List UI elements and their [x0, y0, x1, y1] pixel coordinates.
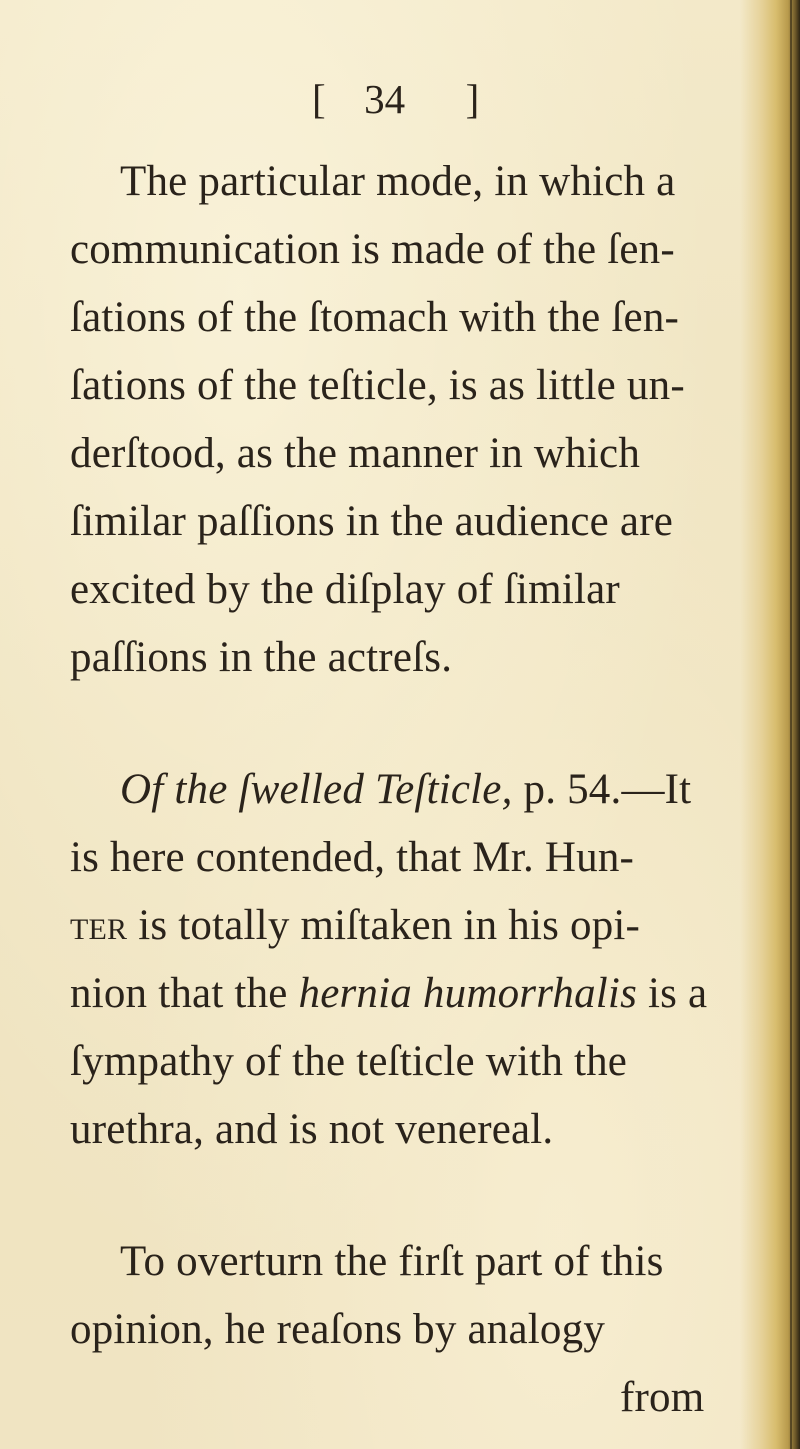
- text-line: ſations of the teſticle, is as little un-: [70, 362, 685, 409]
- page-reference: p. 54.—It: [523, 766, 692, 813]
- text-line: ſimilar paſſions in the audience are: [70, 498, 674, 545]
- text-line: urethra, and is not venereal.: [70, 1106, 554, 1153]
- text-line: ſations of the ſtomach with the ſen-: [70, 294, 680, 341]
- page-number: [312, 75, 479, 123]
- text-line: derſtood, as the manner in which: [70, 430, 641, 477]
- text-line: To overturn the firſt part of this: [120, 1238, 664, 1285]
- text-line: communication is made of the ſen-: [70, 226, 675, 273]
- page-number-close-bracket: ]: [465, 76, 480, 122]
- page-number-value: 34: [364, 76, 406, 122]
- text-line: ſympathy of the teſticle with the: [70, 1038, 628, 1085]
- text-line: The particular mode, in which a: [120, 158, 676, 205]
- text-span: nion that the: [70, 970, 288, 1017]
- text-span: is a: [647, 970, 708, 1017]
- binding-edge-line: [790, 0, 792, 1449]
- text-line: [70, 904, 640, 947]
- page-number-open-bracket: [: [312, 76, 326, 122]
- text-span: is totally miſtaken in his opi-: [138, 902, 641, 949]
- text-line: excited by the diſplay of ſimilar: [70, 566, 620, 613]
- text-line: is here contended, that Mr. Hun-: [70, 834, 635, 881]
- work-title: Of the ſwelled Teſticle,: [120, 766, 513, 813]
- text-line: [120, 768, 691, 811]
- catchword: from: [620, 1374, 705, 1421]
- text-line: opinion, he reaſons by analogy: [70, 1306, 606, 1353]
- text-line: [70, 972, 707, 1015]
- author-name: ter: [70, 902, 128, 949]
- medical-term: hernia humorrhalis: [298, 970, 638, 1017]
- text-line: paſſions in the actreſs.: [70, 634, 453, 681]
